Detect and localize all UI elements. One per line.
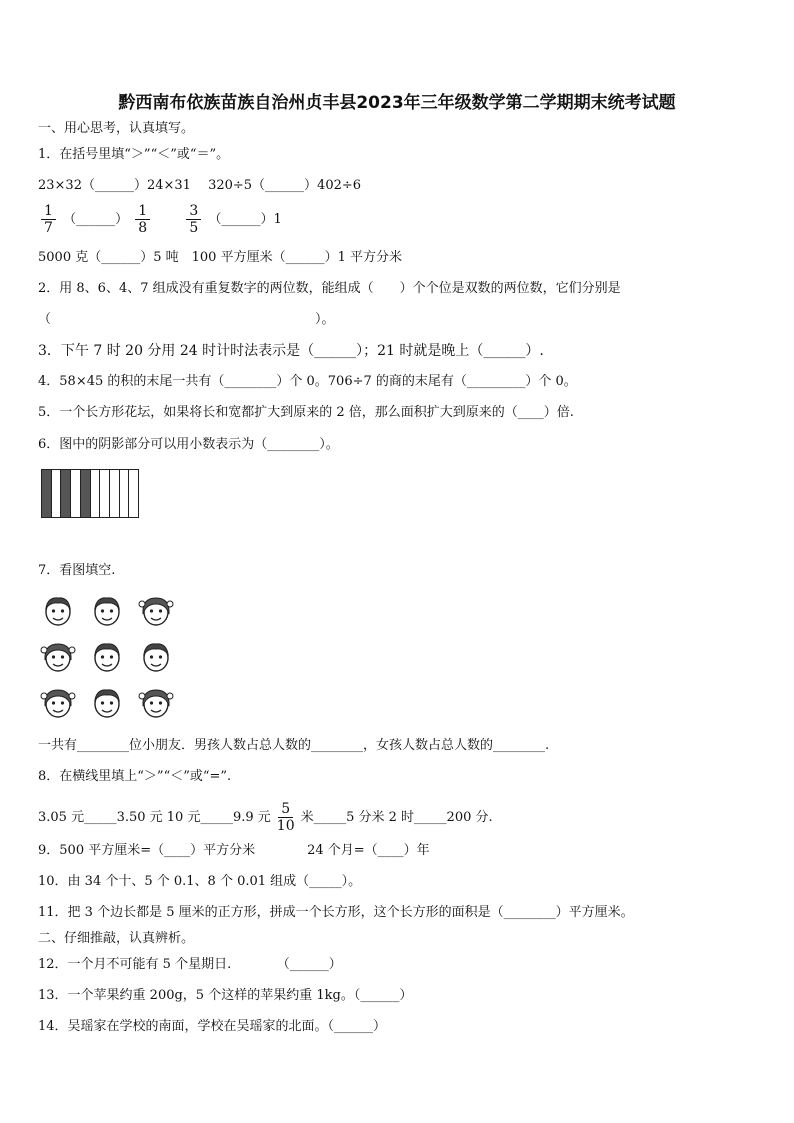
question-11: 11．把 3 个边长都是 5 厘米的正方形，拼成一个长方形，这个长方形的面积是（________）平方厘米。 (38, 905, 634, 920)
question-5: 5．一个长方形花坛，如果将长和宽都扩大到原来的 2 倍，那么面积扩大到原来的（____）倍. (38, 405, 574, 420)
blank-1: （______） (63, 212, 129, 227)
strip-7 (100, 470, 110, 517)
question-3: 3．下午 7 时 20 分用 24 时计时法表示是（______）；21 时就是晚上（______）. (38, 343, 544, 359)
fraction-1-8: $\frac{1}{8}$ (135, 203, 150, 236)
question-7: 7．看图填空. (38, 563, 116, 578)
fraction-3-5: $\frac{3}{5}$ (186, 203, 201, 236)
strip-5 (81, 470, 91, 517)
fraction-1-7: $\frac{1}{7}$ (41, 203, 56, 236)
blank-2: （______）1 (208, 212, 282, 227)
child-face-icon (87, 682, 127, 722)
child-face-icon (136, 636, 176, 676)
strip-9 (120, 470, 130, 517)
child-face-icon (87, 636, 127, 676)
child-face-icon (136, 682, 176, 722)
question-8-row: 3.05 元_____3.50 元 10 元_____9.9 元 $\frac{5}{10}$ 米_____5 分米 2 时_____200 分. (38, 801, 493, 834)
question-12: 12．一个月不可能有 5 个星期日. （______） (38, 957, 342, 972)
fraction-5-10: $\frac{5}{10}$ (276, 801, 295, 834)
question-2: 2．用 8、6、4、7 组成没有重复数字的两位数，能组成（ ）个个位是双数的两位数，它们分别是 (38, 281, 621, 296)
section-2-heading: 二、仔细推敲，认真辨析。 (38, 931, 195, 946)
child-face-icon (38, 590, 78, 630)
question-1-row-3: 5000 克（______）5 吨 100 平方厘米（______）1 平方分米 (38, 250, 402, 265)
question-9: 9．500 平方厘米=（____）平方分米 24 个月=（____）年 (38, 843, 430, 858)
decimal-strip-figure (41, 469, 139, 518)
strip-6 (91, 470, 101, 517)
child-face-icon (38, 682, 78, 722)
question-1-row-1: 23×32（______）24×31 320÷5（______）402÷6 (38, 178, 362, 193)
question-6: 6．图中的阴影部分可以用小数表示为（________）。 (38, 437, 339, 452)
question-4: 4．58×45 的积的末尾一共有（________）个 0。706÷7 的商的末尾有（_________）个 0。 (38, 374, 577, 389)
section-1-heading: 一、用心思考，认真填写。 (38, 121, 195, 136)
question-7-fill: 一共有________位小朋友．男孩人数占总人数的________，女孩人数占总人数的________. (38, 738, 550, 753)
question-1-row-2 (38, 203, 282, 236)
child-face-icon (87, 590, 127, 630)
strip-1 (42, 470, 52, 517)
question-14: 14．吴瑶家在学校的南面，学校在吴瑶家的北面。（______） (38, 1019, 387, 1034)
question-10: 10．由 34 个十、5 个 0.1、8 个 0.01 组成（_____）。 (38, 874, 362, 889)
child-face-icon (38, 636, 78, 676)
question-1: 1．在括号里填“＞”“＜”或“＝”。 (38, 147, 230, 162)
strip-4 (71, 470, 81, 517)
question-2-answer: （ ）。 (38, 312, 335, 327)
strip-10 (129, 470, 138, 517)
strip-2 (52, 470, 62, 517)
question-8: 8．在横线里填上“＞”“＜”或“=”. (38, 769, 232, 784)
question-13: 13．一个苹果约重 200g，5 个这样的苹果约重 1kg。（______） (38, 988, 413, 1003)
strip-3 (61, 470, 71, 517)
children-faces-grid (38, 590, 178, 722)
strip-8 (110, 470, 120, 517)
page-title: 黔西南布依族苗族自治州贞丰县2023年三年级数学第二学期期末统考试题 (118, 93, 676, 113)
child-face-icon (136, 590, 176, 630)
